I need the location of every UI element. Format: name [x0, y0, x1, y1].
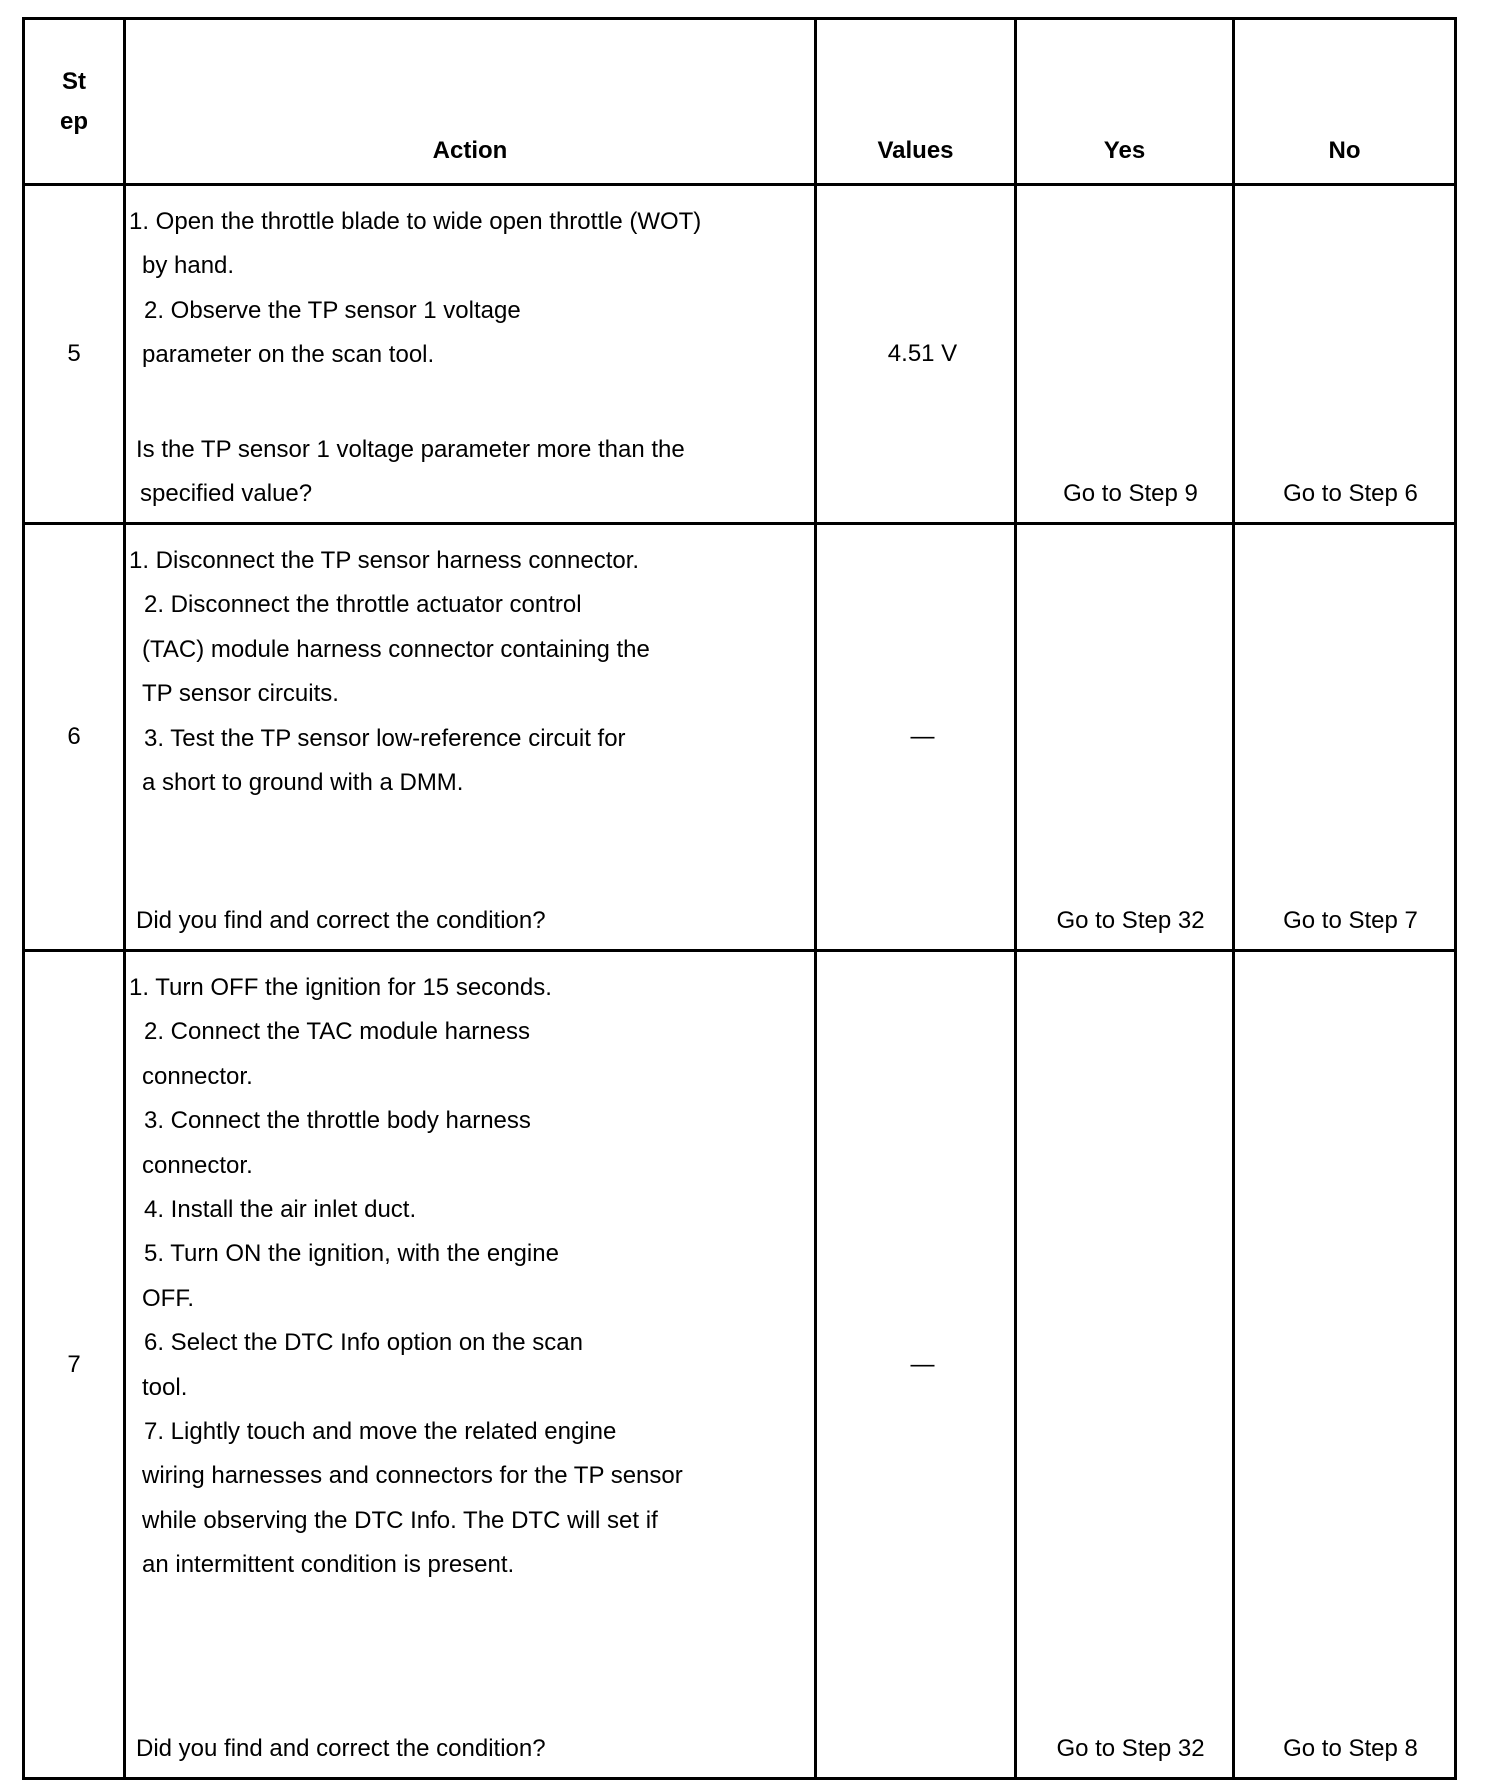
header-step	[24, 19, 125, 185]
header-step-l2: ep	[59, 107, 88, 135]
action-line: 2. Connect the TAC module harness	[144, 1018, 530, 1046]
table-row	[24, 185, 1456, 524]
table-row	[24, 951, 1456, 1779]
step-number: 7	[24, 951, 125, 1779]
question-line: Did you find and correct the condition?	[136, 1735, 546, 1762]
yes-cell	[1016, 185, 1234, 524]
action-cell	[125, 524, 816, 951]
action-line: 3. Connect the throttle body harness	[144, 1107, 531, 1135]
action-line: TP sensor circuits.	[142, 680, 339, 708]
action-line: 2. Observe the TP sensor 1 voltage	[144, 296, 521, 324]
no-cell	[1234, 951, 1456, 1779]
action-line: (TAC) module harness connector containing the	[142, 635, 650, 663]
action-line: 3. Test the TP sensor low-reference circuit for	[144, 724, 626, 752]
diagnostic-table	[22, 17, 1457, 1780]
question	[136, 899, 546, 943]
action-line: parameter on the scan tool.	[142, 341, 435, 369]
question	[136, 1727, 546, 1771]
action-cell	[125, 185, 816, 524]
action-line: an intermittent condition is present.	[142, 1551, 515, 1579]
question-line: Is the TP sensor 1 voltage parameter more than the	[136, 436, 685, 463]
action-line: tool.	[142, 1373, 188, 1401]
header-step-l1: St	[62, 67, 86, 95]
header-values: Values	[816, 19, 1016, 185]
action-line: connector.	[142, 1062, 253, 1090]
yes-link: Go to Step 32	[1056, 907, 1205, 934]
yes-link: Go to Step 9	[1063, 480, 1198, 507]
action-line: a short to ground with a DMM.	[142, 768, 464, 796]
action-line: wiring harnesses and connectors for the TP sensor	[142, 1462, 683, 1490]
action-line: 1. Turn OFF the ignition for 15 seconds.	[129, 974, 552, 1001]
yes-cell	[1016, 951, 1234, 1779]
yes-link: Go to Step 32	[1056, 1735, 1205, 1762]
action-line: 5. Turn ON the ignition, with the engine	[144, 1240, 559, 1268]
header-no: No	[1234, 19, 1456, 185]
no-link: Go to Step 6	[1283, 480, 1418, 507]
action-line: OFF.	[142, 1284, 194, 1312]
header-action: Action	[125, 19, 816, 185]
question	[136, 428, 685, 516]
action-line: while observing the DTC Info. The DTC will set if	[142, 1506, 658, 1534]
header-yes: Yes	[1016, 19, 1234, 185]
step-number: 6	[24, 524, 125, 951]
table-row	[24, 524, 1456, 951]
action-line: 7. Lightly touch and move the related engine	[144, 1417, 617, 1445]
header-row	[24, 19, 1456, 185]
no-link: Go to Step 7	[1283, 907, 1418, 934]
action-line: 6. Select the DTC Info option on the scan	[144, 1329, 583, 1357]
no-cell	[1234, 185, 1456, 524]
no-link: Go to Step 8	[1283, 1735, 1418, 1762]
question-line: Did you find and correct the condition?	[136, 907, 546, 934]
question-line: specified value?	[140, 480, 313, 507]
yes-cell	[1016, 524, 1234, 951]
value-cell: —	[816, 524, 1016, 951]
value-cell: 4.51 V	[816, 185, 1016, 524]
no-cell	[1234, 524, 1456, 951]
action-line: by hand.	[142, 252, 235, 280]
action-cell	[125, 951, 816, 1779]
action-line: 1. Disconnect the TP sensor harness connector.	[129, 547, 640, 574]
action-line: 2. Disconnect the throttle actuator control	[144, 591, 582, 619]
step-number: 5	[24, 185, 125, 524]
value-cell: —	[816, 951, 1016, 1779]
action-line: 4. Install the air inlet duct.	[144, 1195, 417, 1223]
action-line: 1. Open the throttle blade to wide open throttle (WOT)	[129, 208, 702, 235]
action-line: connector.	[142, 1151, 253, 1179]
